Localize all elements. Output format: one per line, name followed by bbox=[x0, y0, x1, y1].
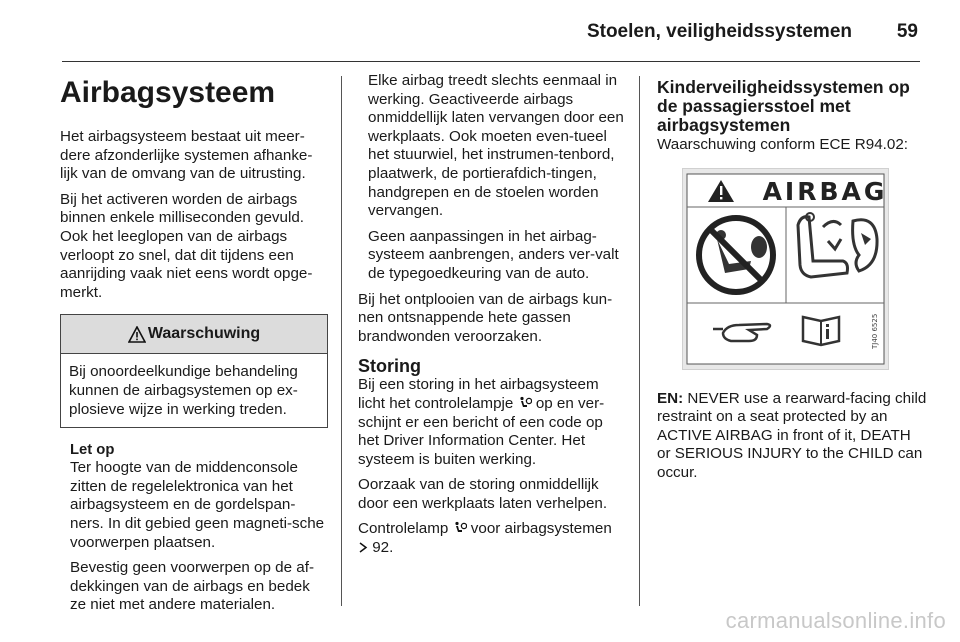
paragraph: Geen aanpassingen in het airbag-systeem aanbrengen, anders ver-valt de typegoedkeuring van de auto. bbox=[368, 227, 619, 282]
warning-header bbox=[61, 315, 327, 354]
watermark: carmanualsonline.info bbox=[725, 608, 946, 633]
section-title: Airbagsysteem bbox=[60, 76, 276, 109]
label-code: TJ40 6525 bbox=[871, 313, 879, 349]
warning-icon bbox=[128, 326, 146, 343]
paragraph: Het airbagsysteem bestaat uit meer-dere afzonderlijke systemen afhanke-lijk van de omvang van de uitrusting. bbox=[60, 128, 313, 183]
note-title: Let op bbox=[70, 442, 115, 459]
paragraph: Ter hoogte van de middenconsole zitten de regelelektronica van het airbagsysteem en de gordelspan-ners. In dit gebied geen magneti-sche voorwerpen plaatsen. bbox=[70, 459, 325, 551]
column-divider bbox=[341, 76, 342, 606]
warning-box bbox=[60, 314, 328, 428]
paragraph: Bij het ontplooien van de airbags kun-nen ontsnappende hete gassen brandwonden veroorzaken. bbox=[358, 290, 613, 345]
reference-arrow-icon bbox=[358, 542, 368, 553]
airbag-lamp-icon bbox=[518, 396, 532, 410]
label-airbag-text: AIRBAG bbox=[762, 176, 888, 206]
paragraph: Bij een storing in het airbagsysteem licht het controlelampje op en ver-schijnt er een bericht of een code op het Driver Information Center. Het systeem is buiten werking. bbox=[358, 376, 605, 468]
section-subtitle: Kinderveiligheidssystemen op de passagiersstoel met airbagsystemen bbox=[657, 77, 910, 135]
airbag-warning-label-figure bbox=[682, 168, 889, 370]
continued-note bbox=[358, 72, 628, 284]
column-1 bbox=[60, 72, 328, 622]
paragraph: EN: NEVER use a rearward-facing child restraint on a seat protected by an ACTIVE AIRBAG in front of it, DEATH or SERIOUS INJURY to the CHILD can occur. bbox=[657, 389, 927, 481]
airbag-lamp-icon bbox=[453, 521, 467, 535]
note-block bbox=[60, 442, 328, 615]
warning-title: Waarschuwing bbox=[147, 325, 261, 343]
paragraph: Bij het activeren worden de airbags binnen enkele milliseconden gevuld. Ook het leeglopen van de airbags verloopt zo snel, dat dit tijdens een aanrijding vaak niet eens wordt opge-merkt. bbox=[60, 190, 313, 301]
running-title: Stoelen, veiligheidssystemen bbox=[586, 21, 852, 42]
paragraph: Waarschuwing conform ECE R94.02: bbox=[657, 136, 908, 153]
page-header bbox=[62, 0, 920, 62]
paragraph: Bevestig geen voorwerpen op de af-dekkingen van de airbags en bedek ze niet met andere materialen. bbox=[70, 559, 315, 614]
paragraph: Oorzaak van de storing onmiddellijk door een werkplaats laten verhelpen. bbox=[358, 476, 608, 512]
paragraph: Elke airbag treedt slechts eenmaal in werking. Geactiveerde airbags onmiddellijk laten vervangen door een werkplaats. Ook moeten even-tueel het stuurwiel, het instrumen-tenbord, plaatwerk, de portierafdich-tingen, handgrepen en de stoelen worden vervangen. bbox=[368, 72, 624, 220]
page-number: 59 bbox=[896, 21, 918, 42]
storing-title: Storing bbox=[358, 356, 421, 377]
column-3 bbox=[657, 72, 927, 490]
paragraph: Controlelamp voor airbagsystemen 92. bbox=[358, 520, 612, 557]
airbag-warning-label bbox=[683, 169, 888, 369]
column-2 bbox=[358, 72, 628, 565]
language-code: EN: bbox=[657, 389, 684, 407]
column-divider bbox=[639, 76, 640, 606]
warning-text: Bij onoordeelkundige behandeling kunnen de airbagsystemen op ex-plosieve wijze in werking treden. bbox=[69, 363, 298, 418]
page-reference[interactable]: 92. bbox=[358, 539, 393, 556]
